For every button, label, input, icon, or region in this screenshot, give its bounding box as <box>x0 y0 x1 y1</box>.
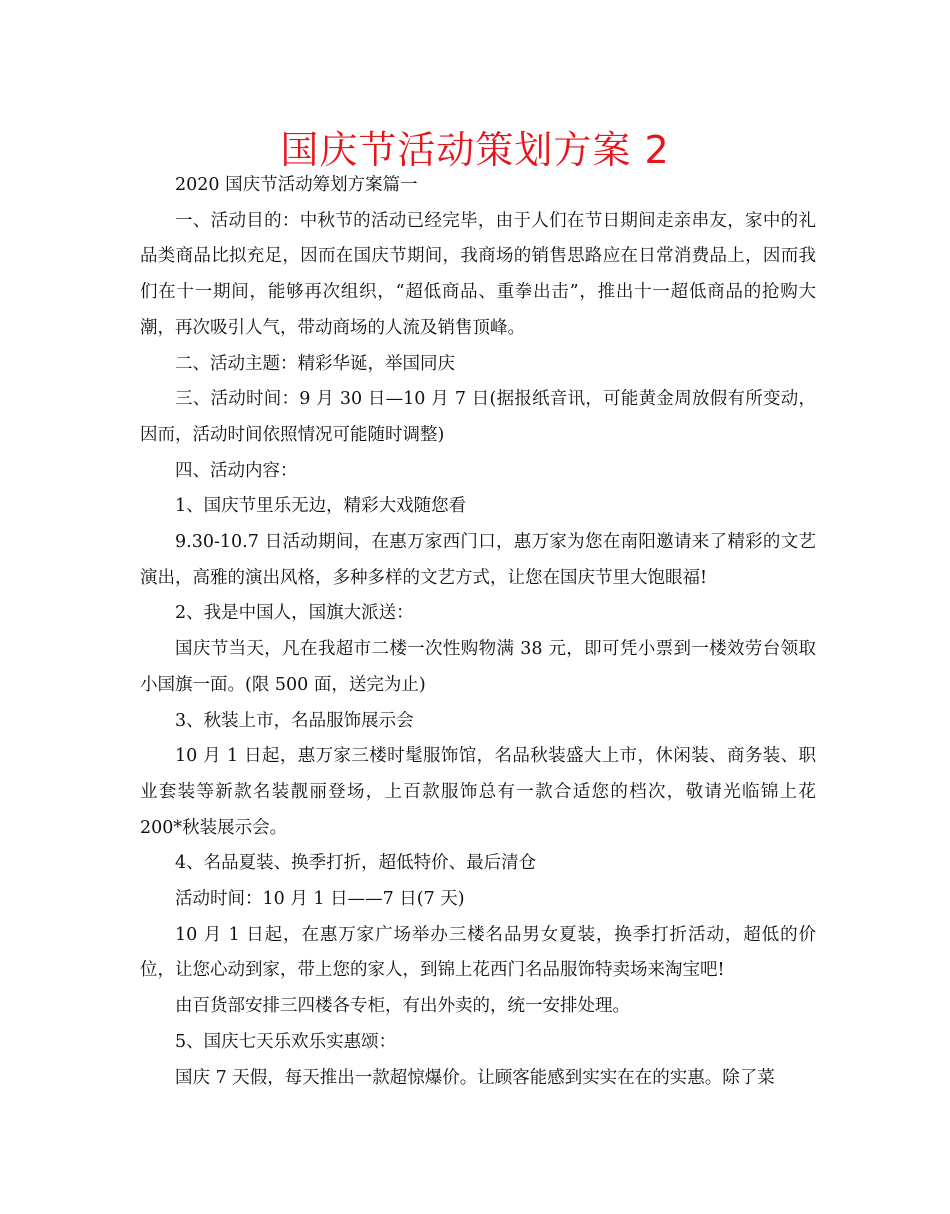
paragraph-item-2-body: 国庆节当天，凡在我超市二楼一次性购物满 38 元，即可凭小票到一楼效劳台领取小国旗一面。(限 500 面，送完为止) <box>140 639 816 695</box>
paragraph-item-3-body: 10 月 1 日起，惠万家三楼时髦服饰馆，名品秋装盛大上市，休闲装、商务装、职业套装等新款名装靓丽登场，上百款服饰总有一款合适您的档次，敬请光临锦上花 200*秋装展示会。 <box>140 746 816 838</box>
paragraph-item-1-body: 9.30-10.7 日活动期间，在惠万家西门口，惠万家为您在南阳邀请来了精彩的文艺演出，高雅的演出风格，多种多样的文艺方式，让您在国庆节里大饱眼福! <box>140 532 816 588</box>
paragraph-item-5-body: 国庆 7 天假，每天推出一款超惊爆价。让顾客能感到实实在在的实惠。除了菜 <box>175 1067 775 1088</box>
paragraph-content-heading: 四、活动内容： <box>175 460 298 481</box>
paragraph-item-4-time: 活动时间：10 月 1 日——7 日(7 天) <box>175 889 465 910</box>
paragraph-theme: 二、活动主题：精彩华诞，举国同庆 <box>175 353 455 374</box>
paragraph-item-4-heading: 4、名品夏装、换季打折，超低特价、最后清仓 <box>175 853 537 874</box>
paragraph-item-2-heading: 2、我是中国人，国旗大派送： <box>175 603 414 624</box>
paragraph-purpose: 一、活动目的：中秋节的活动已经完毕，由于人们在节日期间走亲串友，家中的礼品类商品比拟充足，因而在国庆节期间，我商场的销售思路应在日常消费品上，因而我们在十一期间，能够再次组织，“超低商品、重拳出击”，推出十一超低商品的抢购大潮，再次吸引人气，带动商场的人流及销售顶峰。 <box>140 210 816 338</box>
paragraph-item-4-note: 由百货部安排三四楼各专柜，有出外卖的，统一安排处理。 <box>175 996 630 1017</box>
paragraph-item-3-heading: 3、秋装上市，名品服饰展示会 <box>175 710 414 731</box>
paragraph-item-5-heading: 5、国庆七天乐欢乐实惠颂： <box>175 1031 397 1052</box>
paragraph-item-1-heading: 1、国庆节里乐无边，精彩大戏随您看 <box>175 496 467 517</box>
document-body <box>140 168 816 1096</box>
paragraph-subtitle: 2020 国庆节活动筹划方案篇一 <box>175 175 418 195</box>
paragraph-time: 三、活动时间：9 月 30 日—10 月 7 日(据报纸音讯，可能黄金周放假有所变动，因而，活动时间依照情况可能随时调整) <box>140 389 816 445</box>
paragraph-item-4-body: 10 月 1 日起，在惠万家广场举办三楼名品男女夏装，换季打折活动，超低的价位，让您心动到家，带上您的家人，到锦上花西门名品服饰特卖场来淘宝吧! <box>140 924 816 981</box>
document-title: 国庆节活动策划方案 2 <box>280 128 670 172</box>
